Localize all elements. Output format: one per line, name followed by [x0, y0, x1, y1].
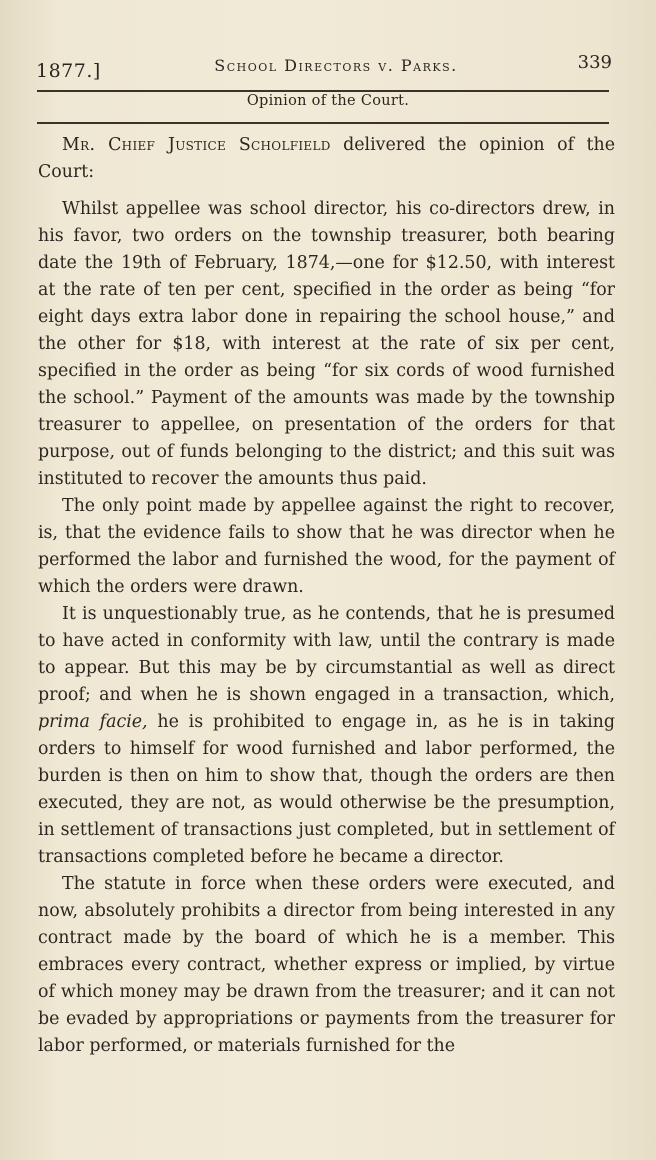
paragraph-4 — [38, 871, 615, 1060]
paragraph-text: It is unquestionably true, as he contends, that he is presumed to have acted in conformity with law, until the contrary is made to appear. But this may be by circumstantial as well as direct proof; and when he is shown engaged in a transaction, which, — [38, 604, 615, 705]
header-page-number: 339 — [577, 52, 612, 73]
paragraph-text: The statute in force when these orders were executed, and now, absolutely prohibits a director from being interested in any contract made by the board of which he is a member. This embraces every contract, whether express or implied, by virtue of which money may be drawn from the treasurer; and it can not be evaded by appropriations or payments from the treasurer for labor performed, or materials furnished for the — [38, 874, 615, 1056]
paragraph-text: The only point made by appellee against the right to recover, is, that the evidence fails to show that he was director when he performed the labor and furnished the wood, for the payment of which the orders were drawn. — [38, 496, 615, 597]
opinion-body — [38, 132, 615, 1060]
opening-rest: delivered the opinion of the Court: — [38, 135, 615, 182]
header-rule-top — [37, 90, 609, 92]
header-year: 1877.] — [36, 60, 101, 82]
paragraph-1 — [38, 196, 615, 493]
paragraph-3 — [38, 601, 615, 871]
paragraph-text: he is prohibited to engage in, as he is in taking orders to himself for wood furnished and labor performed, the burden is then on him to show that, though the orders are then executed, they are not, as would otherwise be the presumption, in settlement of transactions just completed, but in settlement of transactions completed before he became a director. — [38, 712, 616, 867]
paragraph-text: Whilst appellee was school director, his co-directors drew, in his favor, two orders on the township treasurer, both bearing date the 19th of February, 1874,—one for $12.50, with interest at the rate of ten per cent, specified in the order as being “for eight days extra labor done in repairing the school house,” and the other for $18, with interest at the rate of six per cent, specified in the order as being “for six cords of wood furnished the school.” Payment of the amounts was made by the township treasurer to appellee, on presentation of the orders for that purpose, out of funds belonging to the district; and this suit was instituted to recover the amounts thus paid. — [38, 199, 615, 489]
latin-phrase: prima facie, — [38, 712, 148, 732]
opening-paragraph — [38, 132, 615, 186]
header-rule-bottom — [37, 122, 609, 124]
paragraph-2 — [38, 493, 615, 601]
justice-name: Mr. Chief Justice Scholfield — [62, 135, 331, 155]
header-case-title: School Directors v. Parks. — [214, 56, 458, 75]
section-label: Opinion of the Court. — [246, 93, 410, 109]
running-head — [36, 52, 612, 82]
